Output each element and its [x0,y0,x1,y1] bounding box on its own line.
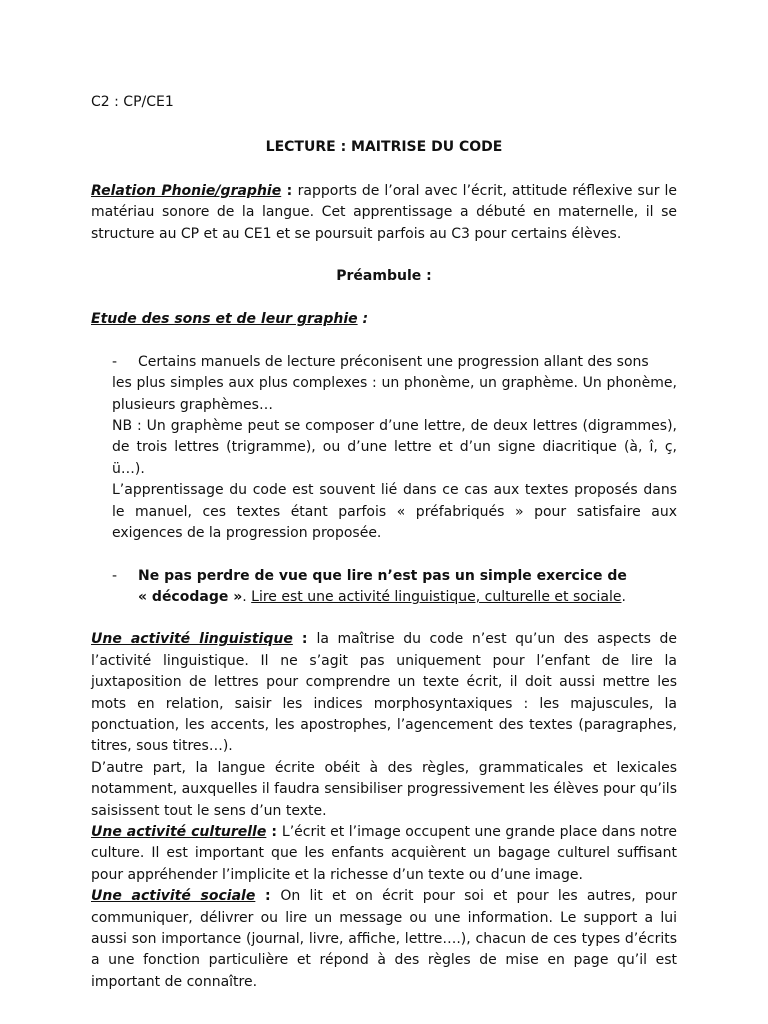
nb-paragraph: NB : Un graphème peut se composer d’une lettre, de deux lettres (digrammes), de trois lettres (trigramme), ou d’une lettre et d’un signe diacritique (à, î, ç, ü…). [112,418,677,477]
level-label: C2 : CP/CE1 [91,94,174,110]
apprentissage-paragraph: L’apprentissage du code est souvent lié dans ce cas aux textes proposés dans le manuel, ces textes étant parfois « préfabriqués » pour satisfaire aux exigences de la progression proposée. [112,482,677,542]
activite-statement: Lire est une activité linguistique, culturelle et sociale [251,588,622,605]
intro-paragraph [91,181,677,245]
etude-heading: Etude des sons et de leur graphie [91,311,358,328]
document-title: LECTURE : MAITRISE DU CODE [265,139,503,156]
bullet-dash: - [112,567,118,584]
bullet-progression [112,352,677,545]
activite-linguistique-paragraph-2: D’autre part, la langue écrite obéit à des règles, grammaticales et lexicales notamment, auxquelles il faudra sensibiliser progressivement les élèves pour qu’ils saisissent tout le sens d’un texte. [91,759,677,819]
intro-heading: Relation Phonie/graphie [91,182,282,199]
activite-culturelle-heading: Une activité culturelle [91,823,267,840]
bullet-progression-first-line [112,352,677,373]
bullet-decodage-first-line [112,566,677,587]
activite-sociale-paragraph [91,886,677,993]
intro-sep: : [281,182,298,199]
activite-culturelle-paragraph [91,822,677,886]
decodage-dot: . [242,588,252,605]
decodage-end: . [621,588,626,605]
activite-sociale-sep: : [255,888,281,905]
bullet-progression-rest: les plus simples aux plus complexes : un phonème, un graphème. Un phonème, plusieurs graphèmes… [112,375,677,413]
activite-sociale-heading: Une activité sociale [91,888,256,905]
activite-linguistique-heading: Une activité linguistique [91,631,293,648]
bullet-progression-line1: Certains manuels de lecture préconisent une progression allant des sons [138,353,649,370]
bullet-decodage [112,566,677,609]
bullet-dash: - [112,353,118,370]
etude-heading-line [91,309,677,330]
intro-text: rapports de l’oral avec l’écrit, attitude réflexive sur le matériau sonore de la langue. Cet apprentissage a débuté en maternelle, il se structure au CP et au CE1 et se poursuit parfois au C3 pour certains élèves. [91,182,677,242]
activite-linguistique-text: la maîtrise du code n’est qu’un des aspects de l’activité linguistique. Il ne s’agit pas uniquement pour l’enfant de lire la juxtaposition de lettres pour comprendre un texte écrit, il doit aussi mettre les mots en relation, saisir les indices morphosyntaxiques : les majuscules, la ponctuation, les accents, les apostrophes, l’agencement des textes (paragraphes, titres, sous titres…). [91,631,677,755]
bullet-decodage-line1: Ne pas perdre de vue que lire n’est pas un simple exercice de [138,567,627,584]
activite-linguistique-paragraph [91,629,677,757]
activite-culturelle-sep: : [266,823,282,840]
bullet-decodage-line2 [112,587,677,608]
activite-sociale-text: On lit et on écrit pour soi et pour les autres, pour communiquer, délivrer ou lire un message ou une information. Le support a lui aussi son importance (journal, livre, affiche, lettre….), chacun de ces types d’écrits a une fonction particulière et répond à des règles de mise en page qu’il est important de connaître. [91,888,677,990]
etude-sep: : [357,311,369,328]
activite-linguistique-sep: : [292,631,317,648]
decodage-word: « décodage » [138,588,243,605]
document-page [91,92,677,993]
preambule-heading: Préambule : [336,268,432,285]
activite-culturelle-text: L’écrit et l’image occupent une grande place dans notre culture. Il est important que les enfants acquièrent un bagage culturel suffisant pour appréhender l’implicite et la richesse d’un texte ou d’une image. [91,823,677,883]
